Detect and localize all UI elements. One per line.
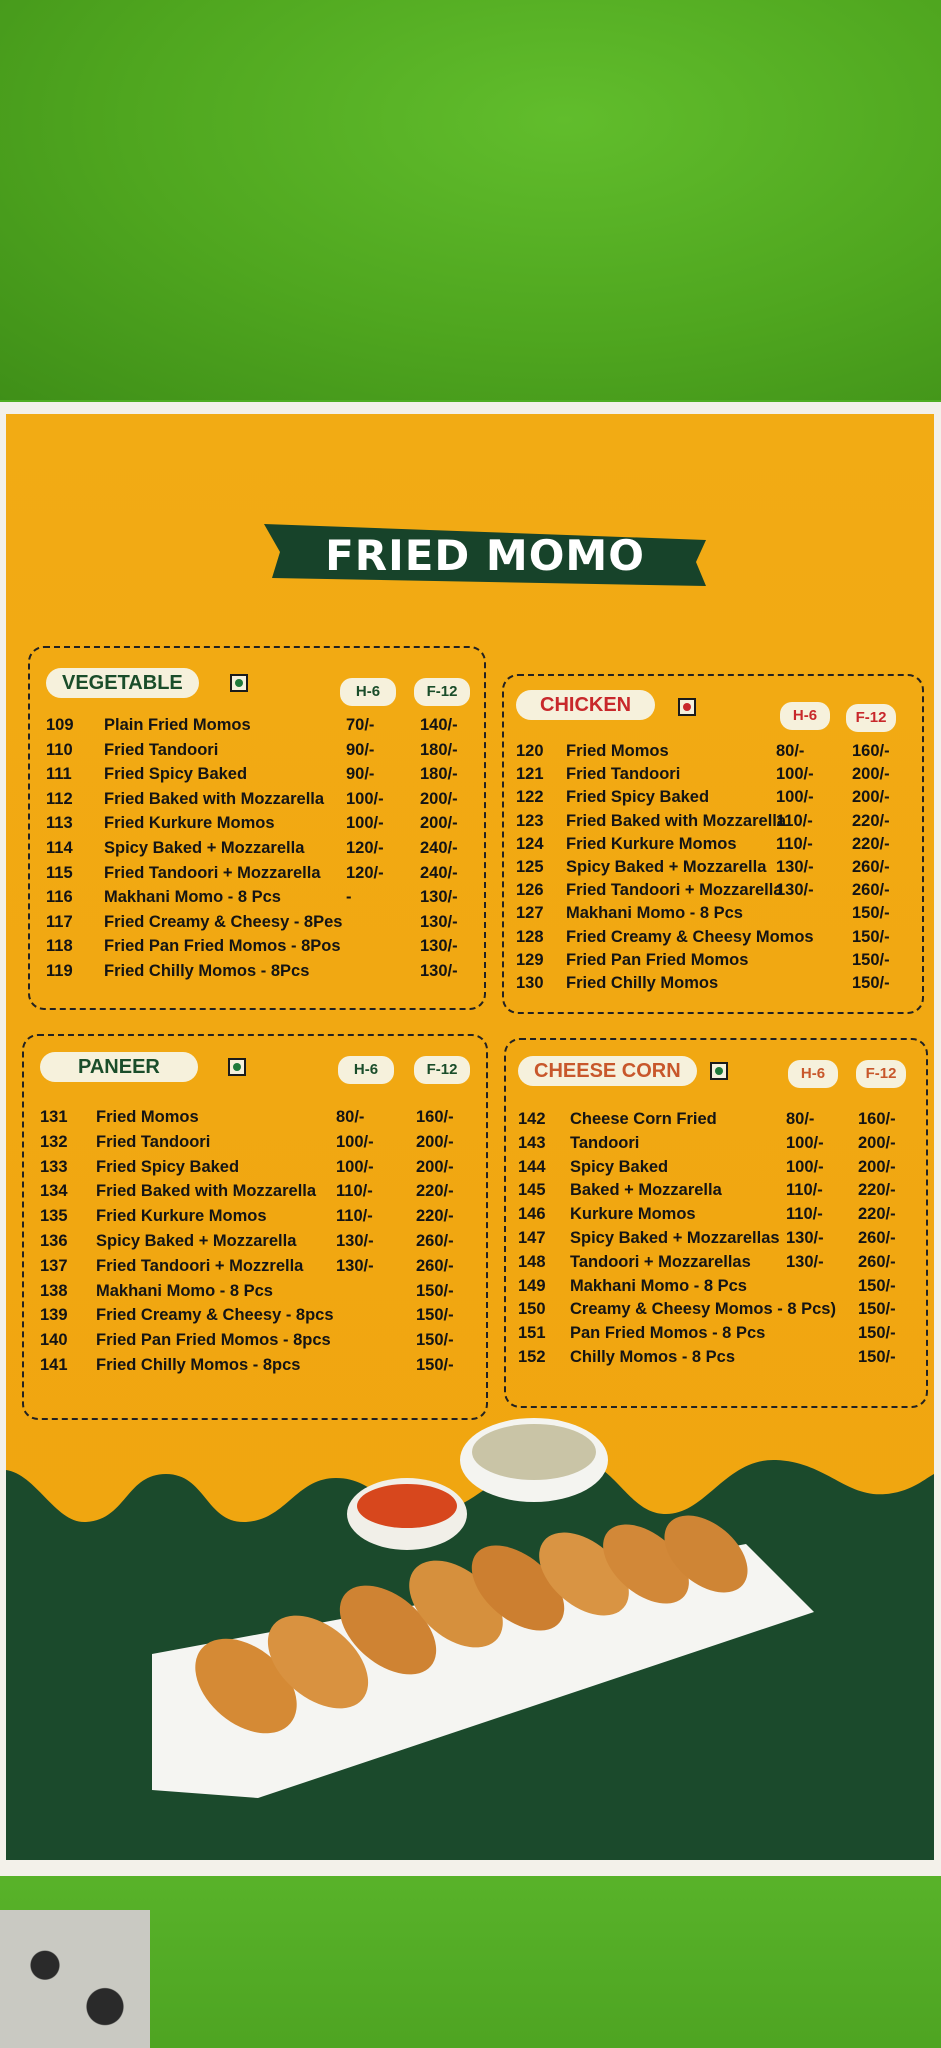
menu-card xyxy=(6,414,934,1860)
item-number: 120 xyxy=(516,742,544,760)
item-number: 115 xyxy=(46,863,73,882)
item-price-full: 260/- xyxy=(852,858,890,876)
item-price-full: 150/- xyxy=(852,974,890,992)
item-price-full: 220/- xyxy=(852,834,890,853)
item-price-full: 260/- xyxy=(416,1232,454,1250)
item-price-full: 200/- xyxy=(852,788,890,807)
item-price-half: 100/- xyxy=(336,1132,374,1151)
item-name: Fried Kurkure Momos xyxy=(104,814,275,833)
item-name: Fried Pan Fried Momos - 8pcs xyxy=(96,1331,331,1350)
item-number: 111 xyxy=(46,765,72,784)
item-number: 137 xyxy=(40,1256,68,1275)
menu-title: FRIED MOMO xyxy=(325,530,645,580)
item-name: Fried Tandoori xyxy=(566,765,681,784)
item-price-half: 130/- xyxy=(776,881,814,900)
item-price-full: 160/- xyxy=(852,742,890,760)
item-price-half: 110/- xyxy=(336,1207,373,1226)
half-size-label: H-6 xyxy=(780,702,830,730)
item-price-full: 220/- xyxy=(858,1181,896,1200)
item-number: 145 xyxy=(518,1181,546,1200)
item-name: Fried Creamy & Cheesy Momos xyxy=(566,927,814,946)
section-title-vegetable: VEGETABLE xyxy=(46,668,199,698)
item-price-full: 200/- xyxy=(416,1132,454,1151)
item-name: Spicy Baked + Mozzarella xyxy=(566,858,767,876)
item-price-full: 150/- xyxy=(852,950,890,969)
item-price-full: 150/- xyxy=(416,1306,454,1325)
item-name: Fried Spicy Baked xyxy=(104,765,248,784)
item-number: 152 xyxy=(518,1348,546,1366)
item-name: Fried Chilly Momos xyxy=(566,974,719,992)
item-number: 134 xyxy=(40,1182,68,1201)
item-price-half: 130/- xyxy=(336,1232,374,1250)
veg-mark-icon xyxy=(228,1058,246,1076)
item-price-full: 200/- xyxy=(416,1157,454,1176)
item-name: Fried Tandoori + Mozzarella xyxy=(566,881,783,900)
item-price-half: 100/- xyxy=(776,765,814,784)
item-name: Spicy Baked + Mozzarellas xyxy=(570,1229,780,1247)
item-price-half: - xyxy=(346,888,352,907)
item-number: 117 xyxy=(46,912,73,931)
item-price-half: 100/- xyxy=(786,1133,824,1152)
item-name: Fried Tandoori + Mozzarella xyxy=(104,863,321,882)
item-price-full: 200/- xyxy=(420,789,458,808)
nonveg-mark-icon xyxy=(678,698,696,716)
item-price-half: 110/- xyxy=(786,1205,823,1224)
title-banner xyxy=(264,522,706,588)
item-number: 114 xyxy=(46,839,73,857)
item-number: 149 xyxy=(518,1276,546,1295)
item-number: 132 xyxy=(40,1132,68,1151)
item-name: Spicy Baked + Mozzarella xyxy=(96,1232,297,1250)
item-price-full: 150/- xyxy=(416,1331,454,1350)
item-price-full: 200/- xyxy=(420,814,458,833)
item-price-half: 130/- xyxy=(336,1256,374,1275)
item-number: 142 xyxy=(518,1110,546,1128)
item-price-half: 80/- xyxy=(336,1108,365,1126)
full-size-label: F-12 xyxy=(414,678,470,706)
item-price-half: 130/- xyxy=(776,858,814,876)
item-name: Creamy & Cheesy Momos - 8 Pcs) xyxy=(570,1300,836,1319)
item-number: 130 xyxy=(516,974,544,992)
item-name: Fried Kurkure Momos xyxy=(96,1207,267,1226)
item-price-half: 100/- xyxy=(346,814,384,833)
item-price-half: 80/- xyxy=(776,742,805,760)
item-number: 141 xyxy=(40,1356,68,1374)
full-size-label: F-12 xyxy=(414,1056,470,1084)
item-price-half: 100/- xyxy=(786,1157,824,1176)
veg-mark-icon xyxy=(230,674,248,692)
item-price-full: 160/- xyxy=(416,1108,454,1126)
item-name: Makhani Momo - 8 Pcs xyxy=(566,904,743,923)
item-price-full: 200/- xyxy=(858,1157,896,1176)
item-price-half: 70/- xyxy=(346,716,375,734)
item-number: 125 xyxy=(516,858,544,876)
item-price-full: 220/- xyxy=(852,811,890,830)
item-name: Fried Momos xyxy=(96,1108,199,1126)
item-price-full: 150/- xyxy=(858,1276,896,1295)
item-price-full: 150/- xyxy=(858,1324,896,1343)
item-name: Cheese Corn Fried xyxy=(570,1110,717,1128)
item-price-half: 110/- xyxy=(786,1181,823,1200)
item-number: 112 xyxy=(46,789,73,808)
section-title-cheese-corn: CHEESE CORN xyxy=(518,1056,697,1086)
veg-mark-icon xyxy=(710,1062,728,1080)
item-name: Fried Kurkure Momos xyxy=(566,834,737,853)
item-price-full: 130/- xyxy=(420,888,458,907)
item-name: Fried Tandoori + Mozzrella xyxy=(96,1256,304,1275)
item-number: 150 xyxy=(518,1300,546,1319)
item-price-full: 240/- xyxy=(420,839,458,857)
item-number: 144 xyxy=(518,1157,546,1176)
item-name: Fried Creamy & Cheesy - 8Pes xyxy=(104,912,343,931)
item-number: 131 xyxy=(40,1108,68,1126)
item-number: 128 xyxy=(516,927,544,946)
item-price-half: 130/- xyxy=(786,1252,824,1271)
item-name: Tandoori + Mozzarellas xyxy=(570,1252,751,1271)
item-price-half: 130/- xyxy=(786,1229,824,1247)
item-number: 136 xyxy=(40,1232,68,1250)
item-number: 139 xyxy=(40,1306,68,1325)
item-name: Chilly Momos - 8 Pcs xyxy=(570,1348,736,1366)
item-price-full: 150/- xyxy=(852,904,890,923)
item-price-full: 180/- xyxy=(420,740,458,759)
item-price-full: 260/- xyxy=(416,1256,454,1275)
item-price-full: 140/- xyxy=(420,716,458,734)
half-size-label: H-6 xyxy=(338,1056,394,1084)
item-price-full: 180/- xyxy=(420,765,458,784)
section-title-paneer: PANEER xyxy=(40,1052,198,1082)
item-number: 121 xyxy=(516,765,544,784)
item-price-half: 110/- xyxy=(336,1182,373,1201)
item-price-full: 150/- xyxy=(858,1348,896,1366)
full-size-label: F-12 xyxy=(856,1060,906,1088)
item-name: Pan Fried Momos - 8 Pcs xyxy=(570,1324,766,1343)
item-number: 123 xyxy=(516,811,544,830)
item-number: 124 xyxy=(516,834,544,853)
half-size-label: H-6 xyxy=(788,1060,838,1088)
item-price-full: 260/- xyxy=(858,1252,896,1271)
item-number: 143 xyxy=(518,1133,546,1152)
item-number: 147 xyxy=(518,1229,546,1247)
item-number: 135 xyxy=(40,1207,68,1226)
item-number: 127 xyxy=(516,904,544,923)
green-table-background xyxy=(0,0,941,400)
item-number: 146 xyxy=(518,1205,546,1224)
item-price-half: 90/- xyxy=(346,740,375,759)
item-name: Fried Chilly Momos - 8pcs xyxy=(96,1356,301,1374)
item-price-half: 110/- xyxy=(776,811,813,830)
item-number: 138 xyxy=(40,1281,68,1300)
item-name: Fried Chilly Momos - 8Pcs xyxy=(104,962,310,980)
item-number: 129 xyxy=(516,950,544,969)
item-name: Fried Pan Fried Momos - 8Pos xyxy=(104,937,341,956)
item-price-full: 260/- xyxy=(852,881,890,900)
item-number: 116 xyxy=(46,888,73,907)
item-name: Fried Pan Fried Momos xyxy=(566,950,749,969)
full-size-label: F-12 xyxy=(846,704,896,732)
item-number: 119 xyxy=(46,962,73,980)
item-name: Kurkure Momos xyxy=(570,1205,696,1224)
item-price-full: 200/- xyxy=(852,765,890,784)
item-price-full: 150/- xyxy=(852,927,890,946)
item-price-full: 130/- xyxy=(420,962,458,980)
item-price-half: 100/- xyxy=(346,789,384,808)
item-price-full: 260/- xyxy=(858,1229,896,1247)
item-number: 140 xyxy=(40,1331,68,1350)
section-title-chicken: CHICKEN xyxy=(516,690,655,720)
item-price-full: 130/- xyxy=(420,937,458,956)
item-name: Fried Spicy Baked xyxy=(96,1157,240,1176)
half-size-label: H-6 xyxy=(340,678,396,706)
item-price-full: 130/- xyxy=(420,912,458,931)
item-price-half: 80/- xyxy=(786,1110,815,1128)
item-name: Plain Fried Momos xyxy=(104,716,251,734)
item-number: 148 xyxy=(518,1252,546,1271)
item-price-half: 90/- xyxy=(346,765,375,784)
item-number: 122 xyxy=(516,788,544,807)
item-price-full: 150/- xyxy=(858,1300,896,1319)
item-name: Baked + Mozzarella xyxy=(570,1181,722,1200)
item-name: Fried Momos xyxy=(566,742,669,760)
floor-tile xyxy=(0,1910,150,2048)
item-price-full: 240/- xyxy=(420,863,458,882)
item-number: 113 xyxy=(46,814,73,833)
item-name: Fried Spicy Baked xyxy=(566,788,710,807)
item-number: 110 xyxy=(46,740,73,759)
item-name: Spicy Baked xyxy=(570,1157,669,1176)
item-name: Makhani Momo - 8 Pcs xyxy=(96,1281,273,1300)
item-number: 133 xyxy=(40,1157,68,1176)
item-price-half: 100/- xyxy=(336,1157,374,1176)
item-price-half: 120/- xyxy=(346,839,384,857)
item-name: Fried Baked with Mozzarella xyxy=(104,789,325,808)
item-number: 109 xyxy=(46,716,74,734)
item-number: 118 xyxy=(46,937,73,956)
item-number: 126 xyxy=(516,881,544,900)
item-name: Fried Baked with Mozzarella xyxy=(566,811,787,830)
item-number: 151 xyxy=(518,1324,546,1343)
item-name: Fried Baked with Mozzarella xyxy=(96,1182,317,1201)
item-price-full: 200/- xyxy=(858,1133,896,1152)
green-wave-shape xyxy=(6,1434,934,1860)
item-name: Tandoori xyxy=(570,1133,640,1152)
item-name: Fried Tandoori xyxy=(104,740,219,759)
item-name: Fried Creamy & Cheesy - 8pcs xyxy=(96,1306,334,1325)
item-price-half: 110/- xyxy=(776,834,813,853)
item-name: Fried Tandoori xyxy=(96,1132,211,1151)
item-price-full: 160/- xyxy=(858,1110,896,1128)
item-price-full: 150/- xyxy=(416,1281,454,1300)
item-name: Makhani Momo - 8 Pcs xyxy=(570,1276,747,1295)
item-price-full: 220/- xyxy=(858,1205,896,1224)
item-price-half: 100/- xyxy=(776,788,814,807)
item-price-full: 220/- xyxy=(416,1207,454,1226)
item-price-full: 220/- xyxy=(416,1182,454,1201)
item-price-half: 120/- xyxy=(346,863,384,882)
item-price-full: 150/- xyxy=(416,1356,454,1374)
bottom-wave-panel xyxy=(6,1434,934,1860)
item-name: Makhani Momo - 8 Pcs xyxy=(104,888,281,907)
item-name: Spicy Baked + Mozzarella xyxy=(104,839,305,857)
